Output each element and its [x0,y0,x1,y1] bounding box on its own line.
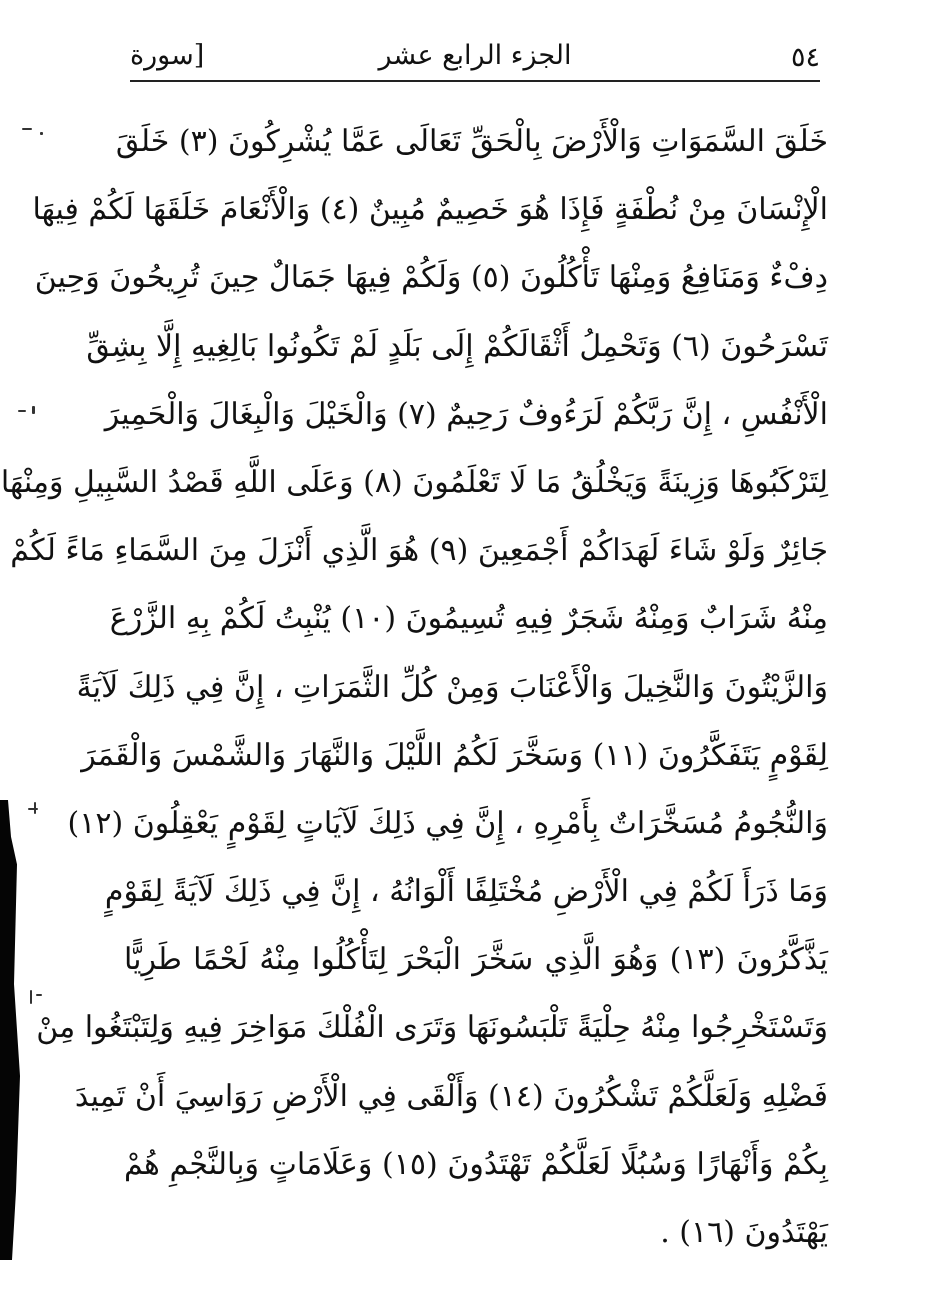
scan-speck [34,802,36,814]
scan-speck [30,990,32,1004]
scan-speck [18,410,26,412]
text-line-2: الْإِنْسَانَ مِنْ نُطْفَةٍ فَإِذَا هُوَ خَصِيمٌ مُبِينٌ (٤) وَالْأَنْعَامَ خَلَقَهَا لَكُمْ فِيهَا [32,192,828,228]
text-line-17: يَهْتَدُونَ (١٦) . [660,1215,828,1250]
scan-edge-shadow [0,800,20,1260]
text-line-16: بِكُمْ وَأَنْهَارًا وَسُبُلًا لَعَلَّكُمْ تَهْتَدُونَ (١٥) وَعَلَامَاتٍ وَبِالنَّجْمِ هُمْ [124,1146,828,1182]
scan-speck [36,994,42,996]
scan-speck [40,132,43,135]
scan-speck [32,406,35,414]
part-title: الجزء الرابع عشر [378,40,572,71]
text-line-13: يَذَّكَّرُونَ (١٣) وَهُوَ الَّذِي سَخَّرَ الْبَحْرَ لِتَأْكُلُوا مِنْهُ لَحْمًا طَرِيًّا [124,942,828,978]
surah-label: [سورة [130,40,205,71]
text-line-7: جَائِرٌ وَلَوْ شَاءَ لَهَدَاكُمْ أَجْمَعِينَ (٩) هُوَ الَّذِي أَنْزَلَ مِنَ السَّمَاءِ مَاءً لَكُمْ [10,533,828,569]
header-divider [130,80,820,82]
text-line-11: وَالنُّجُومُ مُسَخَّرَاتٌ بِأَمْرِهِ ، إِنَّ فِي ذَلِكَ لَآيَاتٍ لِقَوْمٍ يَعْقِلُونَ (١٢) [67,805,828,841]
quran-text-block [0,108,828,1267]
scan-speck [22,128,32,130]
text-line-14: وَتَسْتَخْرِجُوا مِنْهُ حِلْيَةً تَلْبَسُونَهَا وَتَرَى الْفُلْكَ مَوَاخِرَ فِيهِ وَلِتَبْتَغُوا مِنْ [36,1010,828,1046]
text-line-15: فَضْلِهِ وَلَعَلَّكُمْ تَشْكُرُونَ (١٤) وَأَلْقَى فِي الْأَرْضِ رَوَاسِيَ أَنْ تَمِيدَ [74,1078,828,1114]
text-line-6: لِتَرْكَبُوهَا وَزِينَةً وَيَخْلُقُ مَا لَا تَعْلَمُونَ (٨) وَعَلَى اللَّهِ قَصْدُ السَّبِيلِ وَمِنْهَا [0,464,828,500]
text-line-3: دِفْءٌ وَمَنَافِعُ وَمِنْهَا تَأْكُلُونَ (٥) وَلَكُمْ فِيهَا جَمَالٌ حِينَ تُرِيحُونَ وَحِينَ [34,260,828,296]
text-line-5: الْأَنْفُسِ ، إِنَّ رَبَّكُمْ لَرَءُوفٌ رَحِيمٌ (٧) وَالْخَيْلَ وَالْبِغَالَ وَالْحَمِيرَ [104,396,828,432]
page-header [130,38,820,82]
text-line-4: تَسْرَحُونَ (٦) وَتَحْمِلُ أَثْقَالَكُمْ إِلَى بَلَدٍ لَمْ تَكُونُوا بَالِغِيهِ إِلَّا بِشِقِّ [86,328,828,364]
page-number: ٥٤ [790,42,820,73]
text-line-8: مِنْهُ شَرَابٌ وَمِنْهُ شَجَرٌ فِيهِ تُسِيمُونَ (١٠) يُنْبِتُ لَكُمْ بِهِ الزَّرْعَ [109,601,828,637]
text-line-12: وَمَا ذَرَأَ لَكُمْ فِي الْأَرْضِ مُخْتَلِفًا أَلْوَانُهُ ، إِنَّ فِي ذَلِكَ لَآيَةً لِقَوْمٍ [104,874,828,910]
scan-speck [28,808,38,810]
text-line-1: خَلَقَ السَّمَوَاتِ وَالْأَرْضَ بِالْحَقِّ تَعَالَى عَمَّا يُشْرِكُونَ (٣) خَلَقَ [115,124,828,159]
text-line-9: وَالزَّيْتُونَ وَالنَّخِيلَ وَالْأَعْنَابَ وَمِنْ كُلِّ الثَّمَرَاتِ ، إِنَّ فِي ذَلِكَ لَآيَةً [76,669,828,705]
text-line-10: لِقَوْمٍ يَتَفَكَّرُونَ (١١) وَسَخَّرَ لَكُمُ اللَّيْلَ وَالنَّهَارَ وَالشَّمْسَ وَالْقَمَرَ [81,737,828,773]
